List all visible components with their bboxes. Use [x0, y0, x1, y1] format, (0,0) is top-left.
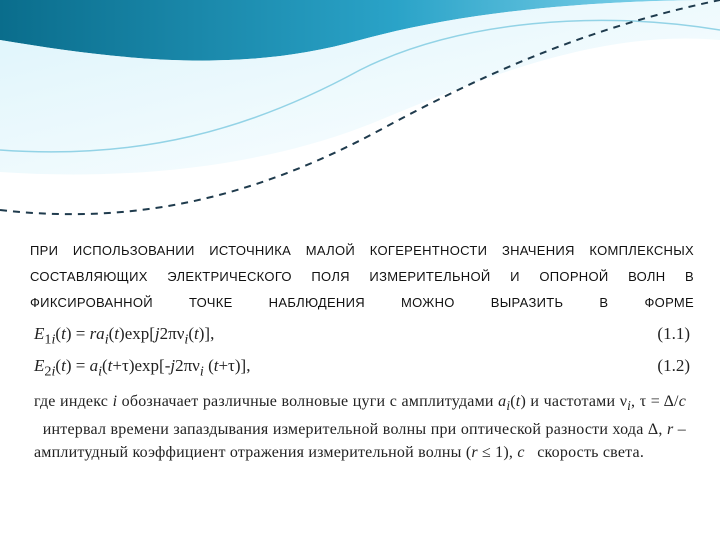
equation-2 [34, 356, 694, 382]
equation-2-text: $E_{2i}(t) = a_i(t+\tau)\exp[-j2\pi\nu_i$ (t+τ)], [34, 356, 251, 380]
equation-1-number: (1.1) [657, 324, 690, 343]
equation-1-text: $E_{1i}(t) = ra_i(t)\exp[j2\pi\nu_i(t)]$, [34, 324, 215, 348]
equation-2-number: (1.2) [657, 356, 690, 375]
slide-heading: ПРИ ИСПОЛЬЗОВАНИИ ИСТОЧНИКА МАЛОЙ КОГЕРЕНТНОСТИ ЗНАЧЕНИЯ КОМПЛЕКСНЫХ СОСТАВЛЯЮЩИХ ЭЛЕКТРИЧЕСКОГО ПОЛЯ ИЗМЕРИТЕЛЬНОЙ И ОПОРНОЙ ВОЛН В ФИКСИРОВАННОЙ ТОЧКЕ НАБЛЮДЕНИЯ МОЖНО ВЫРАЗИТЬ В ФОРМЕ [30, 243, 694, 310]
formula-image [28, 318, 694, 486]
equation-1 [34, 324, 694, 350]
decorative-banner [0, 0, 720, 230]
equation-explanation: где индекс i обозначает различные волновые цуги с амплитудами $a_i(t)$ и частотами $\nu_i$, τ = Δ/c интервал времени запаздывания измерительной волны при оптической разности хода Δ, r – амплитудный коэффициент отражения измерительной волны (r ≤ 1), c скорость света. [34, 393, 687, 462]
